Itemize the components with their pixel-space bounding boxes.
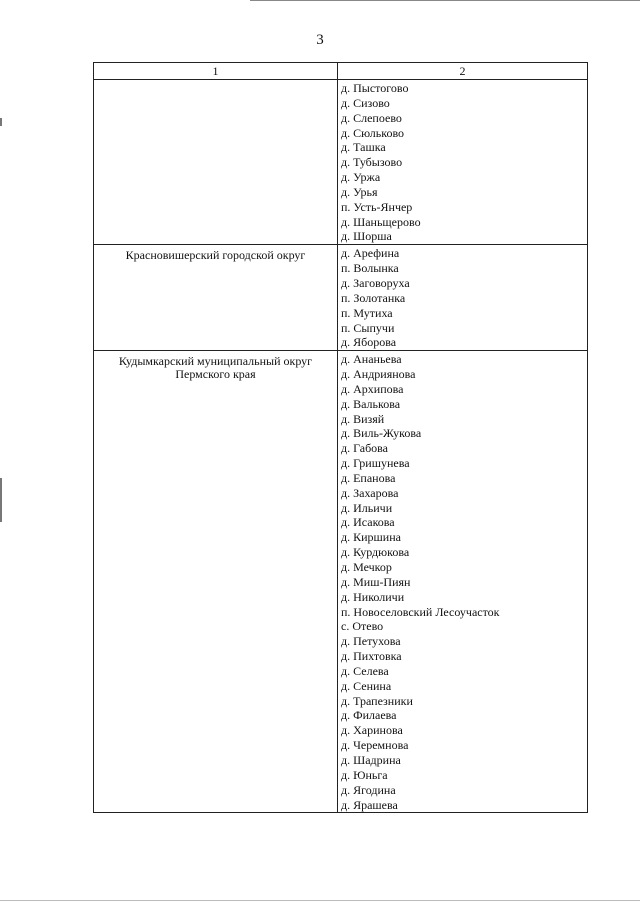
table-header-row (94, 63, 588, 80)
settlement-item: д. Виль-Жукова (341, 426, 422, 441)
settlement-item: д. Визяй (341, 411, 385, 426)
settlement-item: с. Отево (341, 619, 384, 634)
column-header-1: 1 (94, 63, 338, 80)
settlement-item: д. Трапезники (341, 693, 413, 708)
settlement-item: д. Филаева (341, 708, 397, 723)
district-cell (94, 351, 338, 813)
settlement-item: д. Ташка (341, 140, 386, 155)
settlement-item: д. Киршина (341, 530, 401, 545)
settlement-item: д. Пыстогово (341, 81, 409, 95)
settlement-item: д. Епанова (341, 470, 396, 485)
settlements-cell (338, 80, 588, 245)
settlement-item: п. Волынка (341, 261, 399, 276)
settlement-item: д. Исакова (341, 515, 395, 530)
table-row (94, 80, 588, 245)
settlement-item: д. Заговоруха (341, 275, 410, 290)
settlement-item: д. Николичи (341, 589, 405, 604)
settlement-item: д. Миш-Пиян (341, 574, 411, 589)
settlement-item: д. Черемнова (341, 738, 409, 753)
settlement-item: п. Мутиха (341, 305, 393, 320)
margin-mark (0, 118, 2, 126)
settlement-item: д. Петухова (341, 634, 401, 649)
district-cell: Красновишерский городской округ (94, 245, 338, 351)
top-edge-rule (250, 0, 640, 1)
settlement-item: д. Слепоево (341, 110, 402, 125)
settlement-item: д. Габова (341, 441, 389, 456)
settlement-item: д. Селева (341, 663, 389, 678)
settlement-item: д. Сюльково (341, 125, 405, 140)
settlement-item: д. Курдюкова (341, 545, 410, 560)
settlement-item: д. Гришунева (341, 456, 410, 471)
settlement-item: д. Тубызово (341, 155, 403, 170)
settlement-item: д. Пихтовка (341, 649, 402, 664)
settlement-item: д. Ананьева (341, 352, 402, 367)
settlement-item: д. Шаньщерово (341, 214, 421, 229)
settlement-item: п. Сыпучи (341, 320, 395, 335)
settlement-item: д. Арефина (341, 246, 400, 261)
settlement-item: д. Валькова (341, 396, 401, 411)
settlement-item: д. Уржа (341, 170, 381, 185)
settlement-item: д. Урья (341, 184, 378, 199)
settlement-item: д. Шорша (341, 229, 392, 244)
settlement-item: д. Юньга (341, 767, 388, 782)
settlements-cell (338, 245, 588, 351)
settlement-item: п. Усть-Янчер (341, 199, 413, 214)
column-header-2: 2 (338, 63, 588, 80)
settlement-item: п. Новоселовский Лесоучасток (341, 604, 500, 619)
settlement-item: д. Сенина (341, 678, 392, 693)
settlement-item: д. Ярашева (341, 797, 398, 812)
settlement-item: д. Захарова (341, 485, 399, 500)
settlement-item: д. Сизово (341, 95, 390, 110)
district-cell (94, 80, 338, 245)
settlement-item: д. Яборова (341, 335, 397, 350)
settlement-item: д. Ягодина (341, 782, 396, 797)
district-name-line: Кудымкарский муниципальный округ (118, 354, 313, 369)
settlements-table (93, 62, 588, 813)
table-row (94, 245, 588, 351)
settlement-item: д. Мечкор (341, 560, 392, 574)
settlement-item: д. Андриянова (341, 367, 416, 382)
settlement-item: д. Харинова (341, 723, 403, 738)
settlement-item: д. Архипова (341, 381, 404, 396)
district-name-line: Пермского края (175, 367, 256, 382)
table-row (94, 351, 588, 813)
settlement-item: д. Шадрина (341, 752, 401, 767)
settlements-cell (338, 351, 588, 813)
bottom-edge-rule (0, 900, 640, 901)
margin-mark (0, 478, 2, 522)
settlement-item: п. Золотанка (341, 290, 406, 305)
settlement-item: д. Ильичи (341, 500, 393, 515)
page-number: 3 (316, 32, 324, 48)
